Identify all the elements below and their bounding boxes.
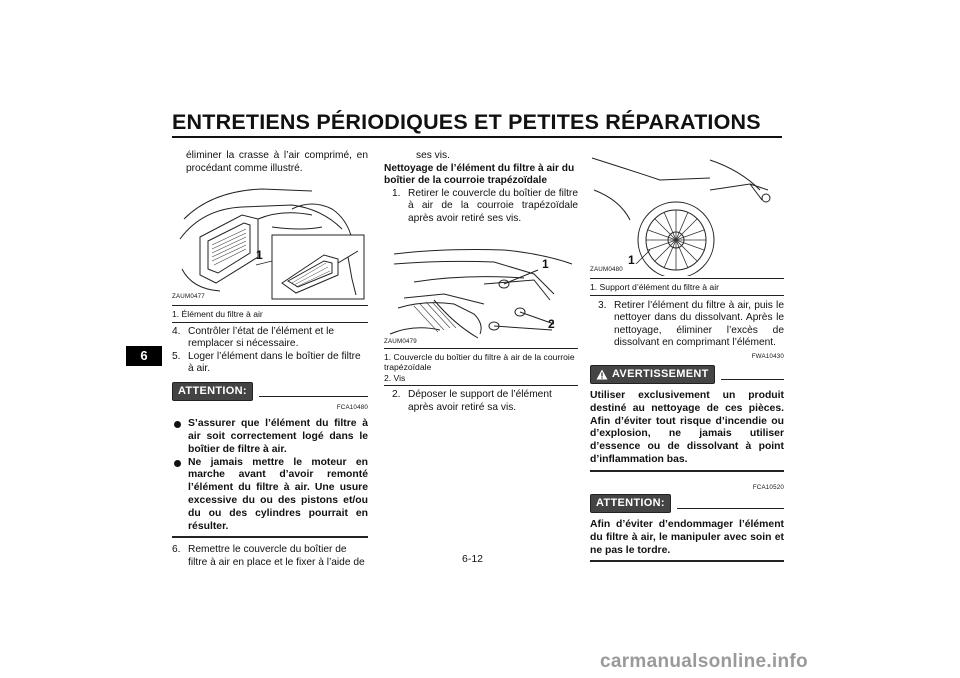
attention-bullet-1 — [172, 418, 368, 456]
column-2 — [384, 150, 578, 414]
attention-bullet-1-text: S’assurer que l’élément du filtre à air soit correctement logé dans le boîtier de filtre à air. — [188, 418, 368, 455]
attention-rule — [677, 508, 784, 509]
warning-rule — [721, 379, 784, 380]
chapter-tab: 6 — [126, 346, 162, 366]
title-rule — [172, 136, 782, 138]
step-5-text: Loger l’élément dans le boîtier de filtre à air. — [188, 350, 361, 375]
attention-code: FCA10520 — [752, 483, 784, 491]
column-3 — [590, 150, 784, 562]
step-1-text: Retirer le couvercle du boîtier de filtre à air de la courroie trapézoïdale après avoir retiré ses vis. — [408, 187, 578, 224]
caption-rule — [172, 305, 368, 306]
figure-belt-cover — [384, 234, 578, 346]
attention-bullet-2 — [172, 457, 368, 534]
step-1 — [392, 188, 578, 226]
warning-header — [590, 365, 784, 384]
callout-1: 1 — [542, 256, 549, 271]
attention-text: Afin d’éviter d’endommager l’élément du filtre à air, le manipuler avec soin et ne pas le tordre. — [590, 519, 784, 556]
warning-label: AVERTISSEMENT — [612, 368, 709, 381]
step-1-number: 1. — [392, 187, 401, 199]
attention-badge: ATTENTION: — [172, 382, 253, 401]
warning-end-rule — [590, 470, 784, 472]
watermark: carmanualsonline.info — [600, 651, 808, 672]
section-heading: Nettoyage de l’élément du filtre à air du boîtier de la courroie trapézoïdale — [384, 162, 575, 187]
continued-text: ses vis. — [416, 150, 450, 161]
step-4-text: Contrôler l’état de l’élément et le remplacer si nécessaire. — [188, 325, 335, 350]
attention-bullet-2-text: Ne jamais mettre le moteur en marche avant d’avoir remonté l’élément du filtre à air. Une usure excessive du ou des pistons et/ou du ou des cylindres pourrait en résulter. — [188, 456, 368, 532]
attention-block — [172, 382, 368, 538]
warning-badge — [590, 365, 715, 384]
column-1 — [172, 150, 368, 570]
figure-air-filter-element — [172, 179, 368, 303]
step-2 — [392, 389, 578, 414]
attention-header — [172, 382, 368, 401]
attention-badge: ATTENTION: — [590, 494, 671, 513]
page-number: 6-12 — [462, 553, 484, 565]
caption-rule-bottom — [590, 295, 784, 296]
figure-caption: 1. Support d’élément du filtre à air — [590, 282, 719, 292]
air-filter-illustration — [172, 179, 368, 303]
callout-1: 1 — [628, 253, 635, 267]
bullet-icon — [174, 460, 181, 467]
step-6-text: Remettre le couvercle du boîtier de filtre à air en place et le fixer à l’aide de — [188, 544, 365, 569]
bullet-icon — [174, 421, 181, 428]
figure-code: ZAUM0479 — [384, 337, 417, 345]
intro-text: éliminer la crasse à l’air comprimé, en procédant comme illustré. — [186, 150, 368, 174]
figure-caption: 1. Élément du filtre à air — [172, 309, 263, 320]
step-3 — [598, 300, 784, 350]
step-6-number: 6. — [172, 544, 181, 556]
figure-code: ZAUM0477 — [172, 293, 205, 301]
step-3-number: 3. — [598, 299, 607, 311]
figure-caption-2: 2. Vis — [384, 372, 406, 383]
figure-filter-support — [590, 150, 784, 276]
step-5 — [172, 351, 368, 376]
attention-code: FCA10480 — [336, 403, 368, 411]
warning-triangle-icon — [596, 369, 608, 380]
filter-support-illustration — [590, 150, 784, 276]
attention-header — [590, 494, 784, 513]
caption-rule-bottom — [172, 322, 368, 323]
step-4-number: 4. — [172, 325, 181, 337]
figure-caption-1: 1. Couvercle du boîtier du filtre à air de la courroie trapézoïdale — [384, 351, 575, 373]
step-2-text: Déposer le support de l’élément après avoir retiré sa vis. — [408, 389, 552, 413]
page-title: ENTRETIENS PÉRIODIQUES ET PETITES RÉPARATIONS — [172, 110, 761, 134]
callout-2: 2 — [548, 316, 555, 331]
figure-code: ZAUM0480 — [590, 266, 623, 273]
caption-rule-bottom — [384, 385, 578, 386]
step-4 — [172, 326, 368, 351]
step-3-text: Retirer l’élément du filtre à air, puis le nettoyer dans du dissolvant. Après le nettoyage, éliminer l’excès de dissolvant en comprimant l’élément. — [614, 299, 784, 349]
attention-rule — [259, 396, 368, 397]
step-2-number: 2. — [392, 389, 401, 401]
warning-block — [590, 365, 784, 471]
step-6 — [172, 544, 368, 569]
attention-end-rule — [172, 536, 368, 538]
caption-rule — [590, 278, 784, 279]
attention-end-rule — [590, 560, 784, 562]
warning-code: FWA10430 — [751, 352, 784, 360]
step-5-number: 5. — [172, 350, 181, 362]
attention-block — [590, 494, 784, 562]
warning-text: Utiliser exclusivement un produit destiné au nettoyage de ces pièces. Afin d’éviter tout risque d’incendie ou d’explosion, ne jamais utiliser d’essence ou de dissolvant à point d’inflammation bas. — [590, 390, 784, 466]
callout-1: 1 — [256, 248, 263, 263]
